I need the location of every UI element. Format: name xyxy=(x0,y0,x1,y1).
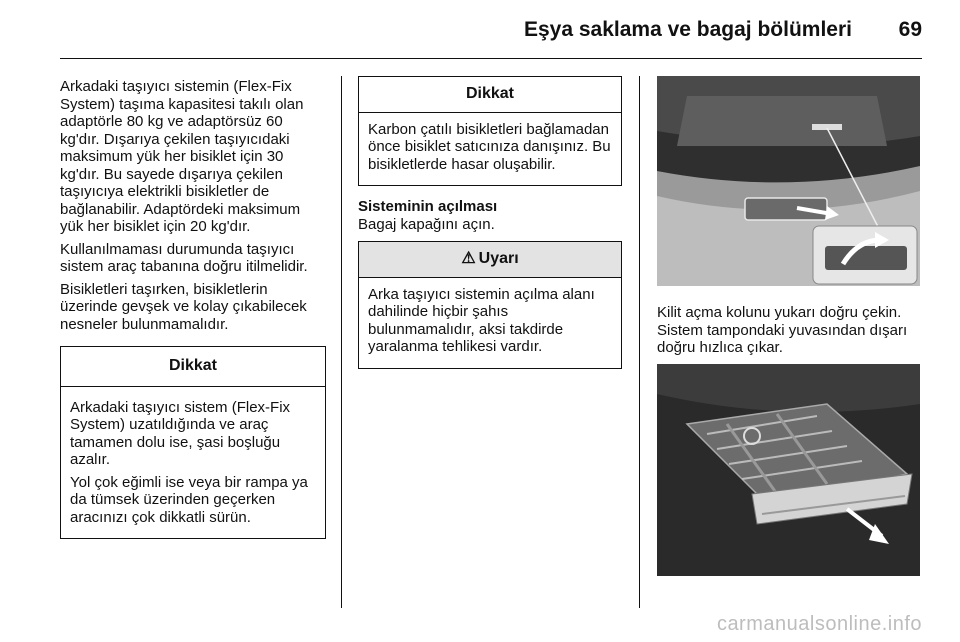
caution-box xyxy=(358,76,622,186)
caution-box xyxy=(60,346,326,539)
warning-box xyxy=(358,241,622,369)
watermark: carmanualsonline.info xyxy=(716,613,922,635)
column-middle xyxy=(358,70,622,369)
section-heading: Sisteminin açılması xyxy=(358,198,498,215)
column-divider xyxy=(639,76,640,608)
caution-text: Arkadaki taşıyıcı sistem (Flex-Fix System) uzatıldığında ve araç tamamen dolu ise, şasi boşluğu azalır. xyxy=(70,398,291,468)
caution-title: Dikkat xyxy=(359,77,621,113)
warning-text: Arka taşıyıcı sistemin açılma alanı dahilinde hiçbir şahıs bulunmamalıdır, aksi takdirde yaralanma tehlikesi vardır. xyxy=(368,285,595,355)
bumper-handle-photo xyxy=(657,76,920,286)
photo-caption: Kilit açma kolunu yukarı doğru çekin. Sistem tampondaki yuvasından dışarı doğru hızlıca çıkar. xyxy=(657,304,908,356)
caution-text: Karbon çatılı bisikletleri bağlamadan önce bisiklet satıcınıza danışınız. Bu bisikletlerde hasar oluşabilir. xyxy=(368,120,611,173)
page-title: Eşya saklama ve bagaj bölümleri xyxy=(523,18,852,41)
paragraph: Bisikletleri taşırken, bisikletlerin üzerinde gevşek ve kolay çıkabilecek nesneler bulunmamalıdır. xyxy=(60,280,307,333)
page-number: 69 xyxy=(898,18,922,41)
paragraph: Arkadaki taşıyıcı sistemin (Flex-Fix System) taşıma kapasitesi takılı olan adaptörle 80 kg ve adaptörsüz 60 kg'dır. Dışarıya çekilen taşıyıcıdaki maksimum yük her bisiklet için 30 kg'dır. Bu sayede dışarıya çekilen taşıyıcıya elektrikli bisikletler de bağlanabilir. Adaptördeki maksimum yük her bisiklet için 20 kg'dır. xyxy=(60,78,304,235)
column-left xyxy=(60,78,326,539)
carrier-extended-photo xyxy=(657,364,920,576)
warning-title: Uyarı xyxy=(478,250,519,267)
caution-title: Dikkat xyxy=(61,347,325,387)
warning-icon: ⚠ xyxy=(461,250,476,267)
column-divider xyxy=(341,76,342,608)
instruction-text: Bagaj kapağını açın. xyxy=(358,215,495,233)
header-rule xyxy=(60,58,922,59)
paragraph: Kullanılmaması durumunda taşıyıcı sistem araç tabanına doğru itilmelidir. xyxy=(60,240,308,275)
caution-text: Yol çok eğimli ise veya bir rampa ya da tümsek üzerinden geçerken aracınızı çok dikkatli sürün. xyxy=(70,473,308,526)
column-right xyxy=(657,304,927,362)
